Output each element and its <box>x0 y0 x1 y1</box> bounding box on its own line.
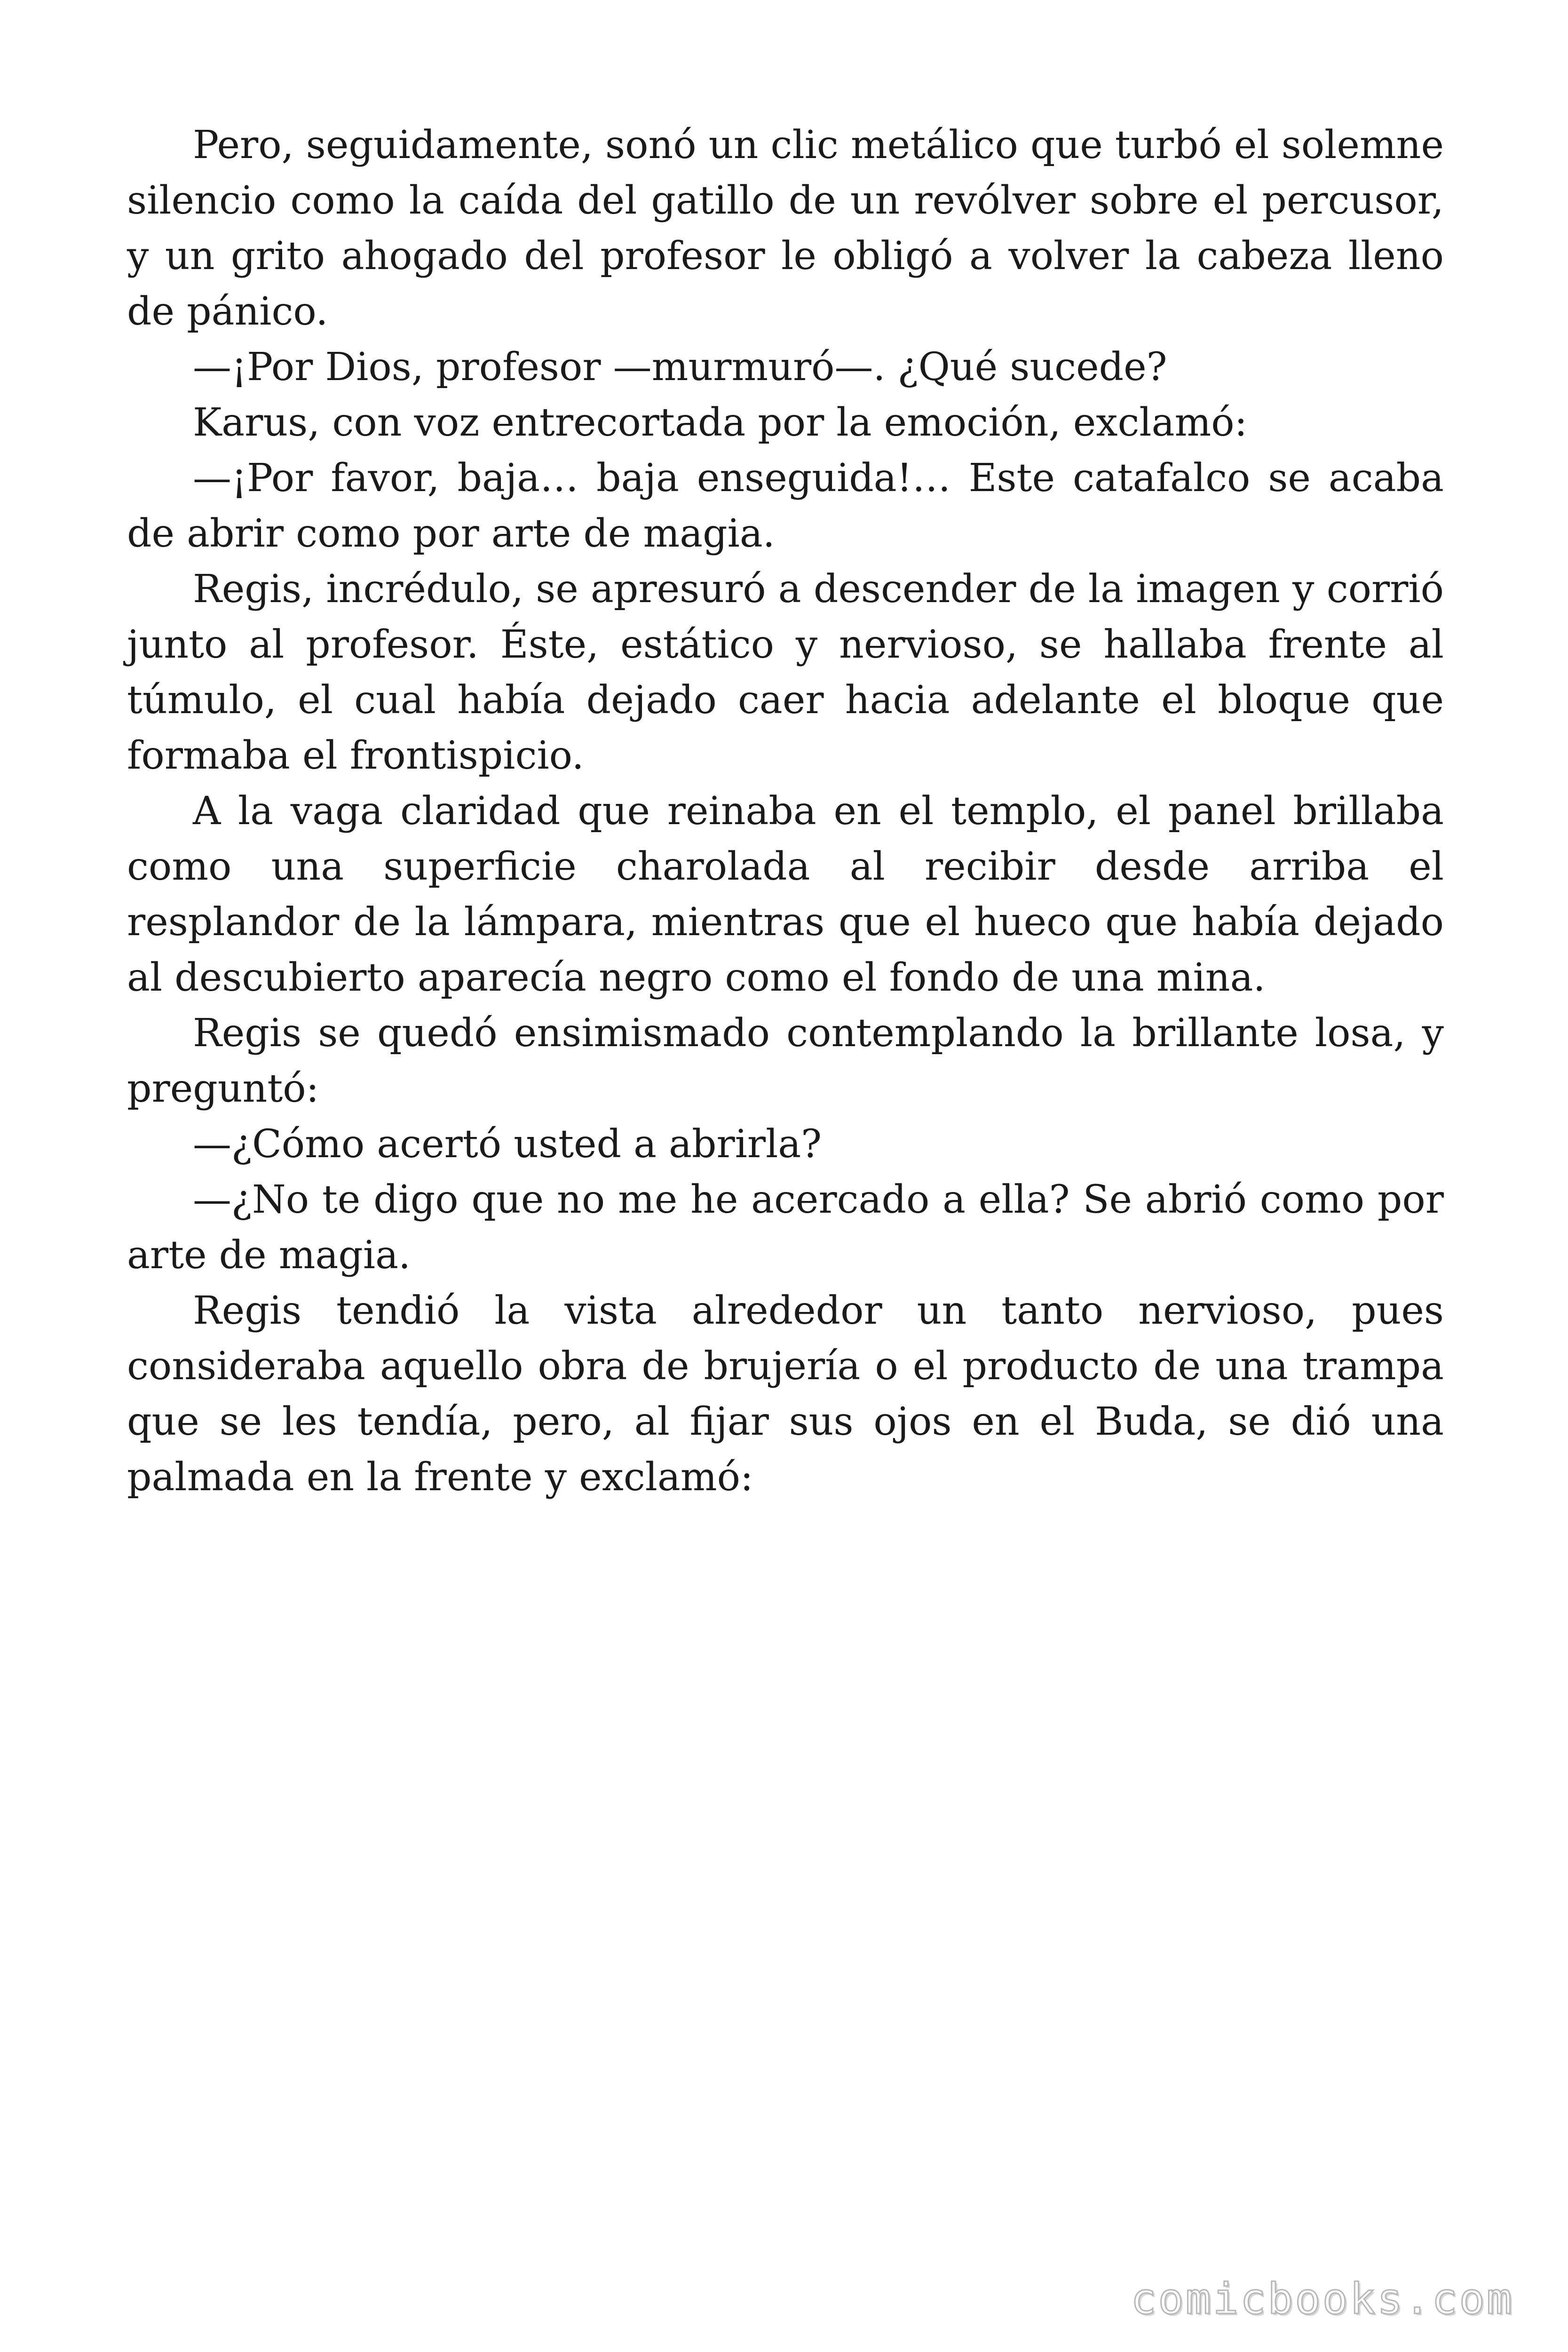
paragraph: Regis tendió la vista alrededor un tanto nervioso, pues consideraba aquello obra de brujería o el producto de una trampa que se les tendía, pero, al fijar sus ojos en el Buda, se dió una palmada en la frente y exclamó: <box>127 1288 1444 1500</box>
paragraph: —¿No te digo que no me he acercado a ella? Se abrió como por arte de magia. <box>127 1177 1444 1278</box>
page-body <box>127 118 1444 1505</box>
watermark: comicbooks.com <box>1131 2274 1514 2324</box>
paragraph: Karus, con voz entrecortada por la emoción, exclamó: <box>193 400 1248 445</box>
paragraph: A la vaga claridad que reinaba en el templo, el panel brillaba como una superficie charolada al recibir desde arriba el resplandor de la lámpara, mientras que el hueco que había dejado al descubierto aparecía negro como el fondo de una mina. <box>127 789 1444 1000</box>
paragraph: Pero, seguidamente, sonó un clic metálico que turbó el solemne silencio como la caída del gatillo de un revólver sobre el percusor, y un grito ahogado del profesor le obligó a volver la cabeza lleno de pánico. <box>127 123 1444 334</box>
paragraph: —¿Cómo acertó usted a abrirla? <box>193 1122 822 1167</box>
paragraph: —¡Por favor, baja… baja enseguida!… Este catafalco se acaba de abrir como por arte de magia. <box>127 456 1444 556</box>
paragraph: Regis se quedó ensimismado contemplando la brillante losa, y preguntó: <box>127 1011 1444 1111</box>
paragraph: —¡Por Dios, profesor —murmuró—. ¿Qué sucede? <box>193 345 1167 389</box>
paragraph: Regis, incrédulo, se apresuró a descender de la imagen y corrió junto al profesor. Éste, estático y nervioso, se hallaba frente al túmulo, el cual había dejado caer hacia adelante el bloque que formaba el frontispicio. <box>127 567 1444 778</box>
